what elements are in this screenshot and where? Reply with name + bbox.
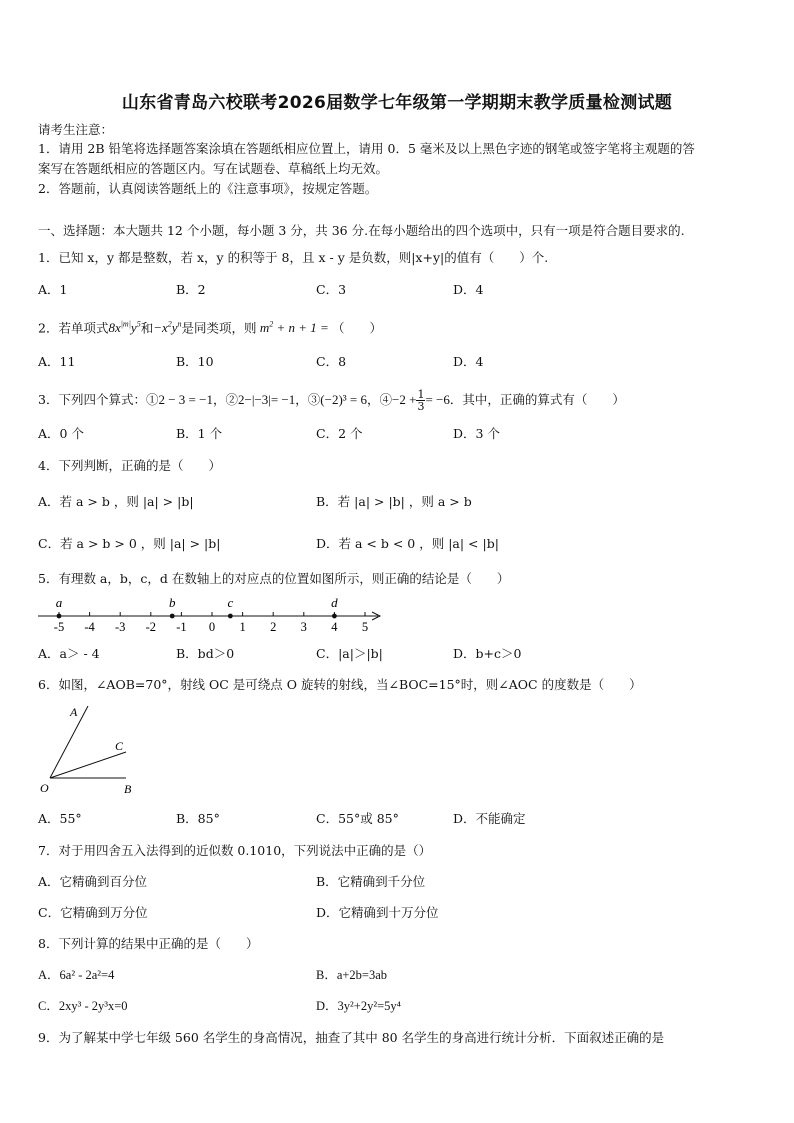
tick-label: -5	[53, 620, 65, 634]
tick-label: -4	[84, 620, 95, 634]
label-c: C	[115, 739, 124, 753]
tick-label: 4	[331, 620, 338, 634]
question-3-stem	[38, 389, 625, 412]
q7-option-a[interactable]: A．它精确到百分位	[38, 874, 148, 889]
notice-line-3: 2．答题前，认真阅读答题纸上的《注意事项》，按规定答题。	[38, 181, 378, 196]
q2-option-b[interactable]: B．10	[176, 354, 214, 369]
q3-frac-den: 3	[417, 400, 425, 413]
q3-stem-end: ．其中，正确的算式有（ ）	[449, 392, 625, 407]
q7-option-c[interactable]: C．它精确到万分位	[38, 905, 148, 920]
question-6-stem: 6．如图，∠AOB=70°，射线 OC 是可绕点 O 旋转的射线，当∠BOC=15°时，则∠AOC 的度数是（ ）	[38, 677, 642, 692]
question-4-stem: 4．下列判断，正确的是（ ）	[38, 458, 221, 473]
notice-line-1: 1．请用 2B 铅笔将选择题答案涂填在答题纸相应位置上，请用 0．5 毫米及以上黑色字迹的钢笔或签字笔将主观题的答	[38, 141, 695, 156]
q3-sep-4: ，④	[367, 392, 393, 407]
q1-option-d[interactable]: D．4	[453, 282, 484, 297]
q6-option-a[interactable]: A．55°	[38, 811, 82, 826]
q2-monomial-2: $-x^2y^n$	[153, 320, 182, 336]
q6-option-b[interactable]: B．85°	[176, 811, 220, 826]
label-o: O	[40, 781, 49, 795]
point-a	[57, 614, 62, 619]
q6-option-c[interactable]: C．55°或 85°	[316, 811, 399, 826]
point-d	[332, 614, 337, 619]
q2-monomial-1: $8x^{|m|}y^5$	[108, 320, 141, 336]
q3-expr-1: 2 − 3 = −1	[158, 392, 213, 407]
q1-option-c[interactable]: C．3	[316, 282, 347, 297]
question-8-stem: 8．下列计算的结果中正确的是（ ）	[38, 936, 259, 951]
q4-option-b[interactable]: B．若 |a| > |b| ，则 a > b	[316, 494, 472, 509]
tick-label: 5	[361, 620, 369, 634]
q1-option-b[interactable]: B．2	[176, 282, 206, 297]
question-2-stem	[38, 317, 382, 336]
q2-stem-d: （ ）	[332, 320, 383, 336]
q3-expr-4b: = −6	[425, 392, 450, 407]
q3-expr-4a: −2 +	[392, 392, 417, 407]
question-9-stem: 9．为了解某中学七年级 560 名学生的身高情况，抽查了其中 80 名学生的身高进行统计分析．下面叙述正确的是	[38, 1030, 665, 1045]
point-label-d: d	[331, 595, 338, 610]
tick-label: 1	[239, 620, 246, 634]
point-label-a: a	[55, 595, 63, 610]
q3-stem-a: 3．下列四个算式：①	[38, 392, 159, 407]
question-1-stem: 1．已知 x，y 都是整数，若 x，y 的积等于 8，且 x - y 是负数，则|x+y|的值有（ ）个.	[38, 250, 549, 265]
q3-expr-3: (−2)³ = 6	[320, 392, 367, 407]
q3-sep-2: ，②	[212, 392, 238, 407]
q4-option-a[interactable]: A．若 a > b ，则 |a| > |b|	[38, 494, 194, 509]
label-a: A	[70, 705, 78, 719]
label-b: B	[124, 782, 132, 796]
q8-option-b[interactable]: B．a+2b=3ab	[316, 968, 388, 982]
q5-option-d[interactable]: D．b+c＞0	[453, 646, 522, 661]
angle-figure	[36, 700, 146, 800]
q5-option-b[interactable]: B．bd＞0	[176, 646, 235, 661]
tick-label: 0	[208, 620, 216, 634]
q6-option-d[interactable]: D．不能确定	[453, 811, 526, 826]
q3-frac-num: 1	[417, 388, 425, 401]
q3-option-c[interactable]: C．2 个	[316, 426, 363, 441]
point-b	[170, 614, 175, 619]
q3-sep-3: ，③	[295, 392, 321, 407]
q5-option-a[interactable]: A．a＞ - 4	[38, 646, 100, 661]
q3-option-b[interactable]: B．1 个	[176, 426, 223, 441]
point-label-b: b	[168, 595, 176, 610]
q3-option-a[interactable]: A．0 个	[38, 426, 84, 441]
q8-option-c[interactable]: C．2xy³ - 2y³x=0	[38, 999, 128, 1013]
tick-label: -3	[114, 620, 126, 634]
q7-option-b[interactable]: B．它精确到千分位	[316, 874, 426, 889]
page-title: 山东省青岛六校联考2026届数学七年级第一学期期末教学质量检测试题	[121, 93, 673, 113]
point-label-c: c	[227, 595, 234, 610]
tick-label: 2	[270, 620, 277, 634]
point-c	[228, 614, 233, 619]
q7-option-d[interactable]: D．它精确到十万分位	[316, 905, 439, 920]
q8-option-a[interactable]: A．6a² - 2a²=4	[38, 968, 115, 982]
q4-option-c[interactable]: C．若 a > b > 0 ，则 |a| > |b|	[38, 536, 221, 551]
q2-option-c[interactable]: C．8	[316, 354, 347, 369]
q4-option-d[interactable]: D．若 a < b < 0 ，则 |a| < |b|	[316, 536, 499, 551]
q2-option-d[interactable]: D．4	[453, 354, 484, 369]
q8-option-d[interactable]: D．3y²+2y²=5y⁴	[316, 999, 401, 1013]
tick-label: -2	[145, 620, 157, 634]
tick-label: 3	[300, 620, 307, 634]
q2-option-a[interactable]: A．11	[38, 354, 76, 369]
section-heading: 一、选择题：本大题共 12 个小题，每小题 3 分，共 36 分.在每小题给出的四个选项中，只有一项是符合题目要求的.	[38, 223, 685, 238]
q1-option-a[interactable]: A．1	[38, 282, 68, 297]
notice-heading: 请考生注意：	[38, 122, 114, 137]
q2-stem-b: 和	[140, 320, 154, 336]
q2-stem-a: 2．若单项式	[38, 320, 109, 336]
question-5-stem: 5．有理数 a，b，c，d 在数轴上的对应点的位置如图所示，则正确的结论是（ ）	[38, 571, 510, 586]
number-line-figure	[38, 592, 388, 640]
q2-expression: $m^2 + n + 1$ =	[256, 320, 333, 336]
q5-option-c[interactable]: C．|a|＞|b|	[316, 646, 383, 661]
q3-expr-2: 2−|−3|= −1	[237, 392, 296, 407]
notice-line-2: 案写在答题纸相应的答题区内。写在试题卷、草稿纸上均无效。	[38, 161, 389, 176]
question-7-stem: 7．对于用四舍五入法得到的近似数 0.1010，下列说法中正确的是（）	[38, 843, 432, 858]
q3-option-d[interactable]: D．3 个	[453, 426, 500, 441]
tick-label: -1	[176, 620, 187, 634]
q2-stem-c: 是同类项，则	[181, 320, 257, 336]
